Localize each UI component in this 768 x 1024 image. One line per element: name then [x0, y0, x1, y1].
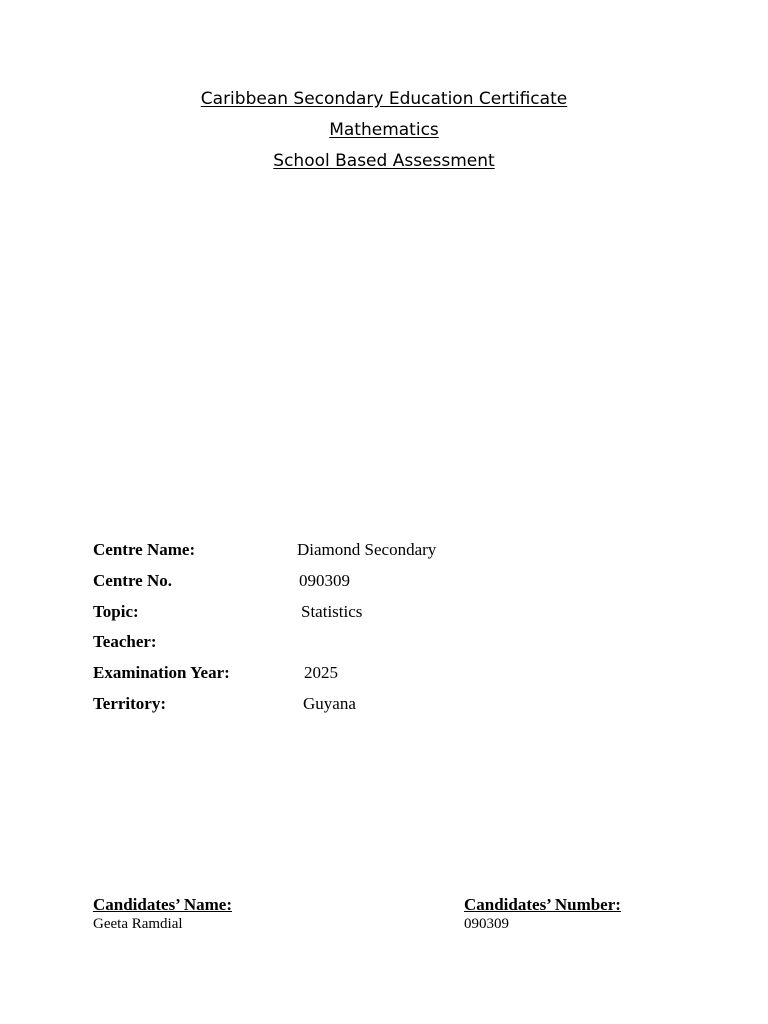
topic-value: Statistics — [301, 601, 363, 621]
centre-no-row — [93, 566, 593, 597]
document-title-block — [0, 84, 768, 177]
certificate-title-text: Caribbean Secondary Education Certificate — [200, 89, 568, 109]
topic-row — [93, 597, 593, 628]
teacher-label: Teacher: — [93, 632, 157, 652]
examination-year-row — [93, 658, 593, 689]
teacher-row — [93, 627, 593, 658]
candidate-number-value: 090309 — [464, 916, 509, 932]
territory-value: Guyana — [303, 693, 356, 713]
candidate-name-block — [93, 895, 232, 933]
examination-year-value: 2025 — [304, 663, 338, 683]
certificate-title — [0, 84, 768, 115]
candidate-number-block — [464, 895, 621, 933]
candidate-number-heading: Candidates’ Number: — [464, 895, 621, 914]
centre-info-table — [93, 535, 593, 720]
centre-name-row — [93, 535, 593, 566]
centre-no-value: 090309 — [299, 570, 350, 590]
examination-year-label: Examination Year: — [93, 663, 230, 683]
assessment-title-text: School Based Assessment — [273, 151, 495, 171]
territory-label: Territory: — [93, 693, 167, 713]
candidate-name-heading: Candidates’ Name: — [93, 895, 232, 914]
territory-row — [93, 689, 593, 720]
centre-name-value: Diamond Secondary — [297, 540, 437, 559]
subject-title-text: Mathematics — [329, 120, 439, 140]
topic-label: Topic: — [93, 601, 139, 621]
assessment-title — [0, 146, 768, 177]
subject-title — [0, 115, 768, 146]
centre-name-label: Centre Name: — [93, 540, 196, 559]
candidate-name-value: Geeta Ramdial — [93, 916, 183, 932]
centre-no-label: Centre No. — [93, 570, 172, 590]
